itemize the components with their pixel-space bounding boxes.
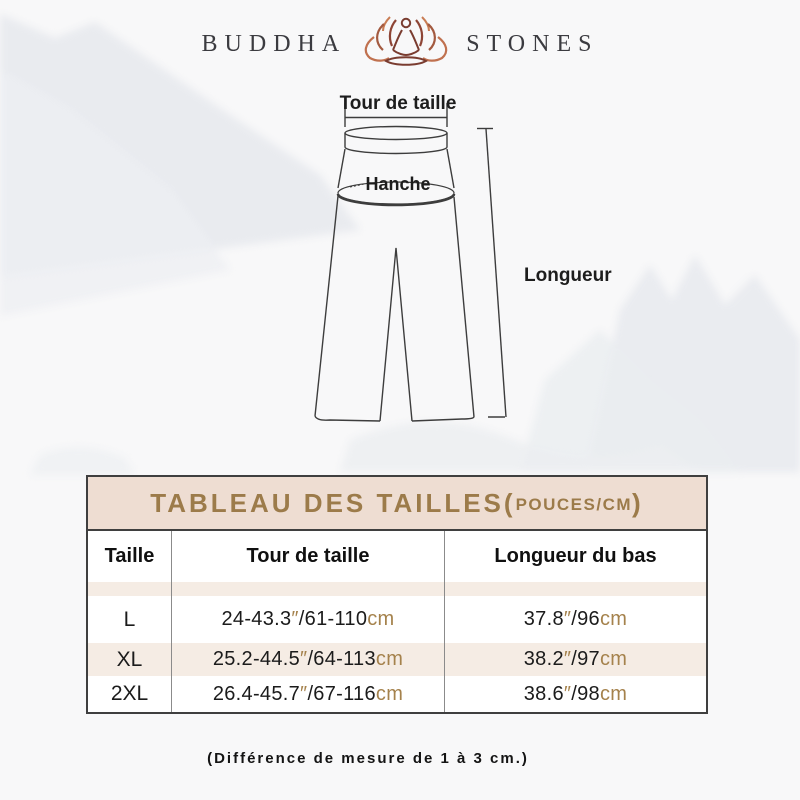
table-row-2xl — [88, 676, 706, 712]
table-header-row — [88, 531, 706, 582]
waist-value — [172, 596, 445, 643]
table-title-paren-open: ( — [503, 487, 516, 518]
brand-word-stones: STONES — [466, 30, 599, 57]
inch-mark: ″ — [563, 648, 572, 670]
inch-mark: ″ — [563, 608, 572, 630]
length-value — [445, 676, 706, 712]
size-table-title-band — [88, 477, 706, 531]
column-header-length: Longueur du bas — [494, 545, 657, 567]
cm-unit: cm — [375, 682, 404, 705]
pants-diagram — [258, 86, 638, 436]
length-cm: /98 — [571, 682, 600, 705]
brand-word-buddha: BUDDHA — [201, 30, 347, 57]
cm-unit: cm — [599, 648, 628, 670]
waist-cm: /64-113 — [307, 648, 376, 670]
column-header-size: Taille — [88, 531, 172, 582]
length-value — [445, 596, 706, 643]
hip-label: Hanche — [365, 174, 431, 194]
measurement-difference-note: (Différence de mesure de 1 à 3 cm.) — [207, 750, 529, 767]
waist-label: Tour de taille — [339, 93, 457, 114]
length-inches: 38.6 — [523, 682, 564, 705]
size-value: XL — [88, 643, 172, 676]
table-title: TABLEAU DES TAILLES — [150, 487, 504, 518]
waist-value — [172, 643, 445, 676]
waist-inches: 26.4-45.7 — [212, 682, 301, 705]
length-value — [445, 643, 706, 676]
table-row-xl — [88, 643, 706, 676]
waist-cm: /61-110 — [298, 608, 368, 630]
table-title-unit: POUCES/CM — [515, 495, 633, 514]
separator-cell — [88, 582, 172, 596]
inch-mark: ″ — [300, 682, 308, 705]
inch-mark: ″ — [291, 608, 299, 630]
length-inches: 37.8 — [523, 608, 564, 630]
brand-logo — [0, 12, 800, 76]
size-value: 2XL — [88, 676, 172, 712]
separator-cell — [172, 582, 445, 596]
length-cm: /97 — [571, 648, 600, 670]
length-cm: /96 — [571, 608, 600, 630]
cm-unit: cm — [599, 682, 628, 705]
length-inches: 38.2 — [523, 648, 564, 670]
separator-cell — [445, 582, 706, 596]
table-row-l — [88, 596, 706, 643]
table-separator-strip — [88, 582, 706, 596]
waist-cm: /67-116 — [307, 682, 376, 705]
cm-unit: cm — [599, 608, 628, 630]
inch-mark: ″ — [300, 648, 308, 670]
inch-mark: ″ — [563, 682, 572, 705]
cm-unit: cm — [367, 608, 395, 630]
size-table — [86, 475, 708, 714]
cm-unit: cm — [375, 648, 404, 670]
size-value: L — [88, 596, 172, 643]
table-title-paren-close: ) — [632, 487, 644, 518]
lotus-icon — [360, 13, 452, 76]
waist-value — [172, 676, 445, 712]
waist-inches: 25.2-44.5 — [212, 648, 301, 670]
waist-inches: 24-43.3 — [221, 608, 292, 630]
length-label: Longueur — [524, 265, 612, 286]
column-header-waist: Tour de taille — [172, 531, 445, 582]
